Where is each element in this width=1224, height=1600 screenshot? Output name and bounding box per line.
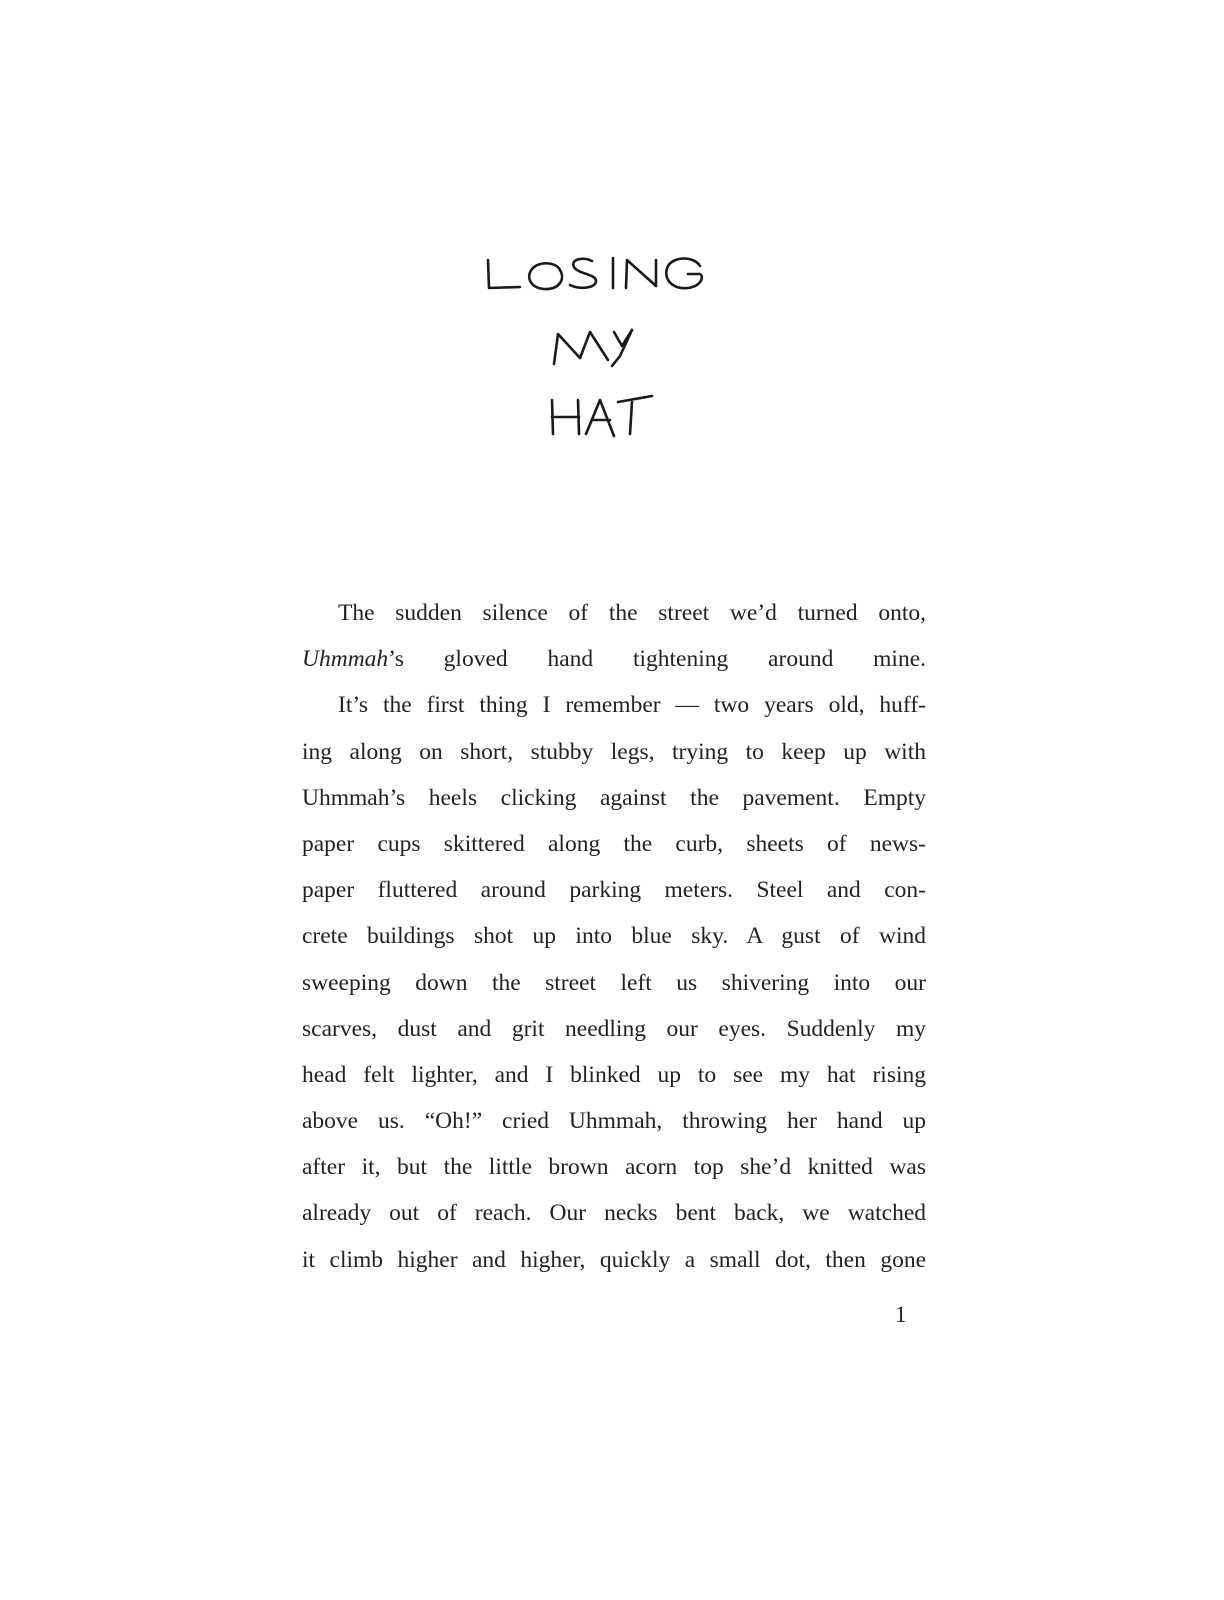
body-line: It’s the first thing I remember — two years old, huff- bbox=[338, 692, 926, 719]
title-line-hat bbox=[552, 396, 652, 436]
title-line-my bbox=[554, 330, 632, 366]
chapter-title bbox=[462, 250, 762, 450]
body-line: it climb higher and higher, quickly a small dot, then gone bbox=[302, 1246, 926, 1273]
body-line: scarves, dust and grit needling our eyes. Suddenly my bbox=[302, 1015, 926, 1042]
body-line: paper cups skittered along the curb, sheets of news- bbox=[302, 830, 926, 857]
body-line: head felt lighter, and I blinked up to see my hat rising bbox=[302, 1061, 926, 1088]
body-line bbox=[302, 636, 926, 682]
body-line-text: ’s gloved hand tightening around mine. bbox=[388, 646, 926, 673]
chapter-body bbox=[302, 590, 926, 1283]
body-line: Uhmmah’s heels clicking against the pavement. Empty bbox=[302, 784, 926, 811]
title-line-losing bbox=[488, 258, 702, 289]
body-line: The sudden silence of the street we’d turned onto, bbox=[338, 600, 926, 626]
body-line: crete buildings shot up into blue sky. A gust of wind bbox=[302, 923, 926, 950]
body-line: ing along on short, stubby legs, trying to keep up with bbox=[302, 738, 926, 765]
italic-name: Uhmmah bbox=[302, 646, 389, 673]
chapter-title-handwritten bbox=[462, 250, 762, 450]
page-number: 1 bbox=[895, 1302, 907, 1327]
body-line: above us. “Oh!” cried Uhmmah, throwing her hand up bbox=[302, 1108, 926, 1135]
body-line: sweeping down the street left us shivering into our bbox=[302, 969, 926, 996]
body-line: after it, but the little brown acorn top she’d knitted was bbox=[302, 1154, 926, 1181]
body-line: already out of reach. Our necks bent back, we watched bbox=[302, 1200, 926, 1227]
body-line: paper fluttered around parking meters. Steel and con- bbox=[302, 877, 926, 904]
